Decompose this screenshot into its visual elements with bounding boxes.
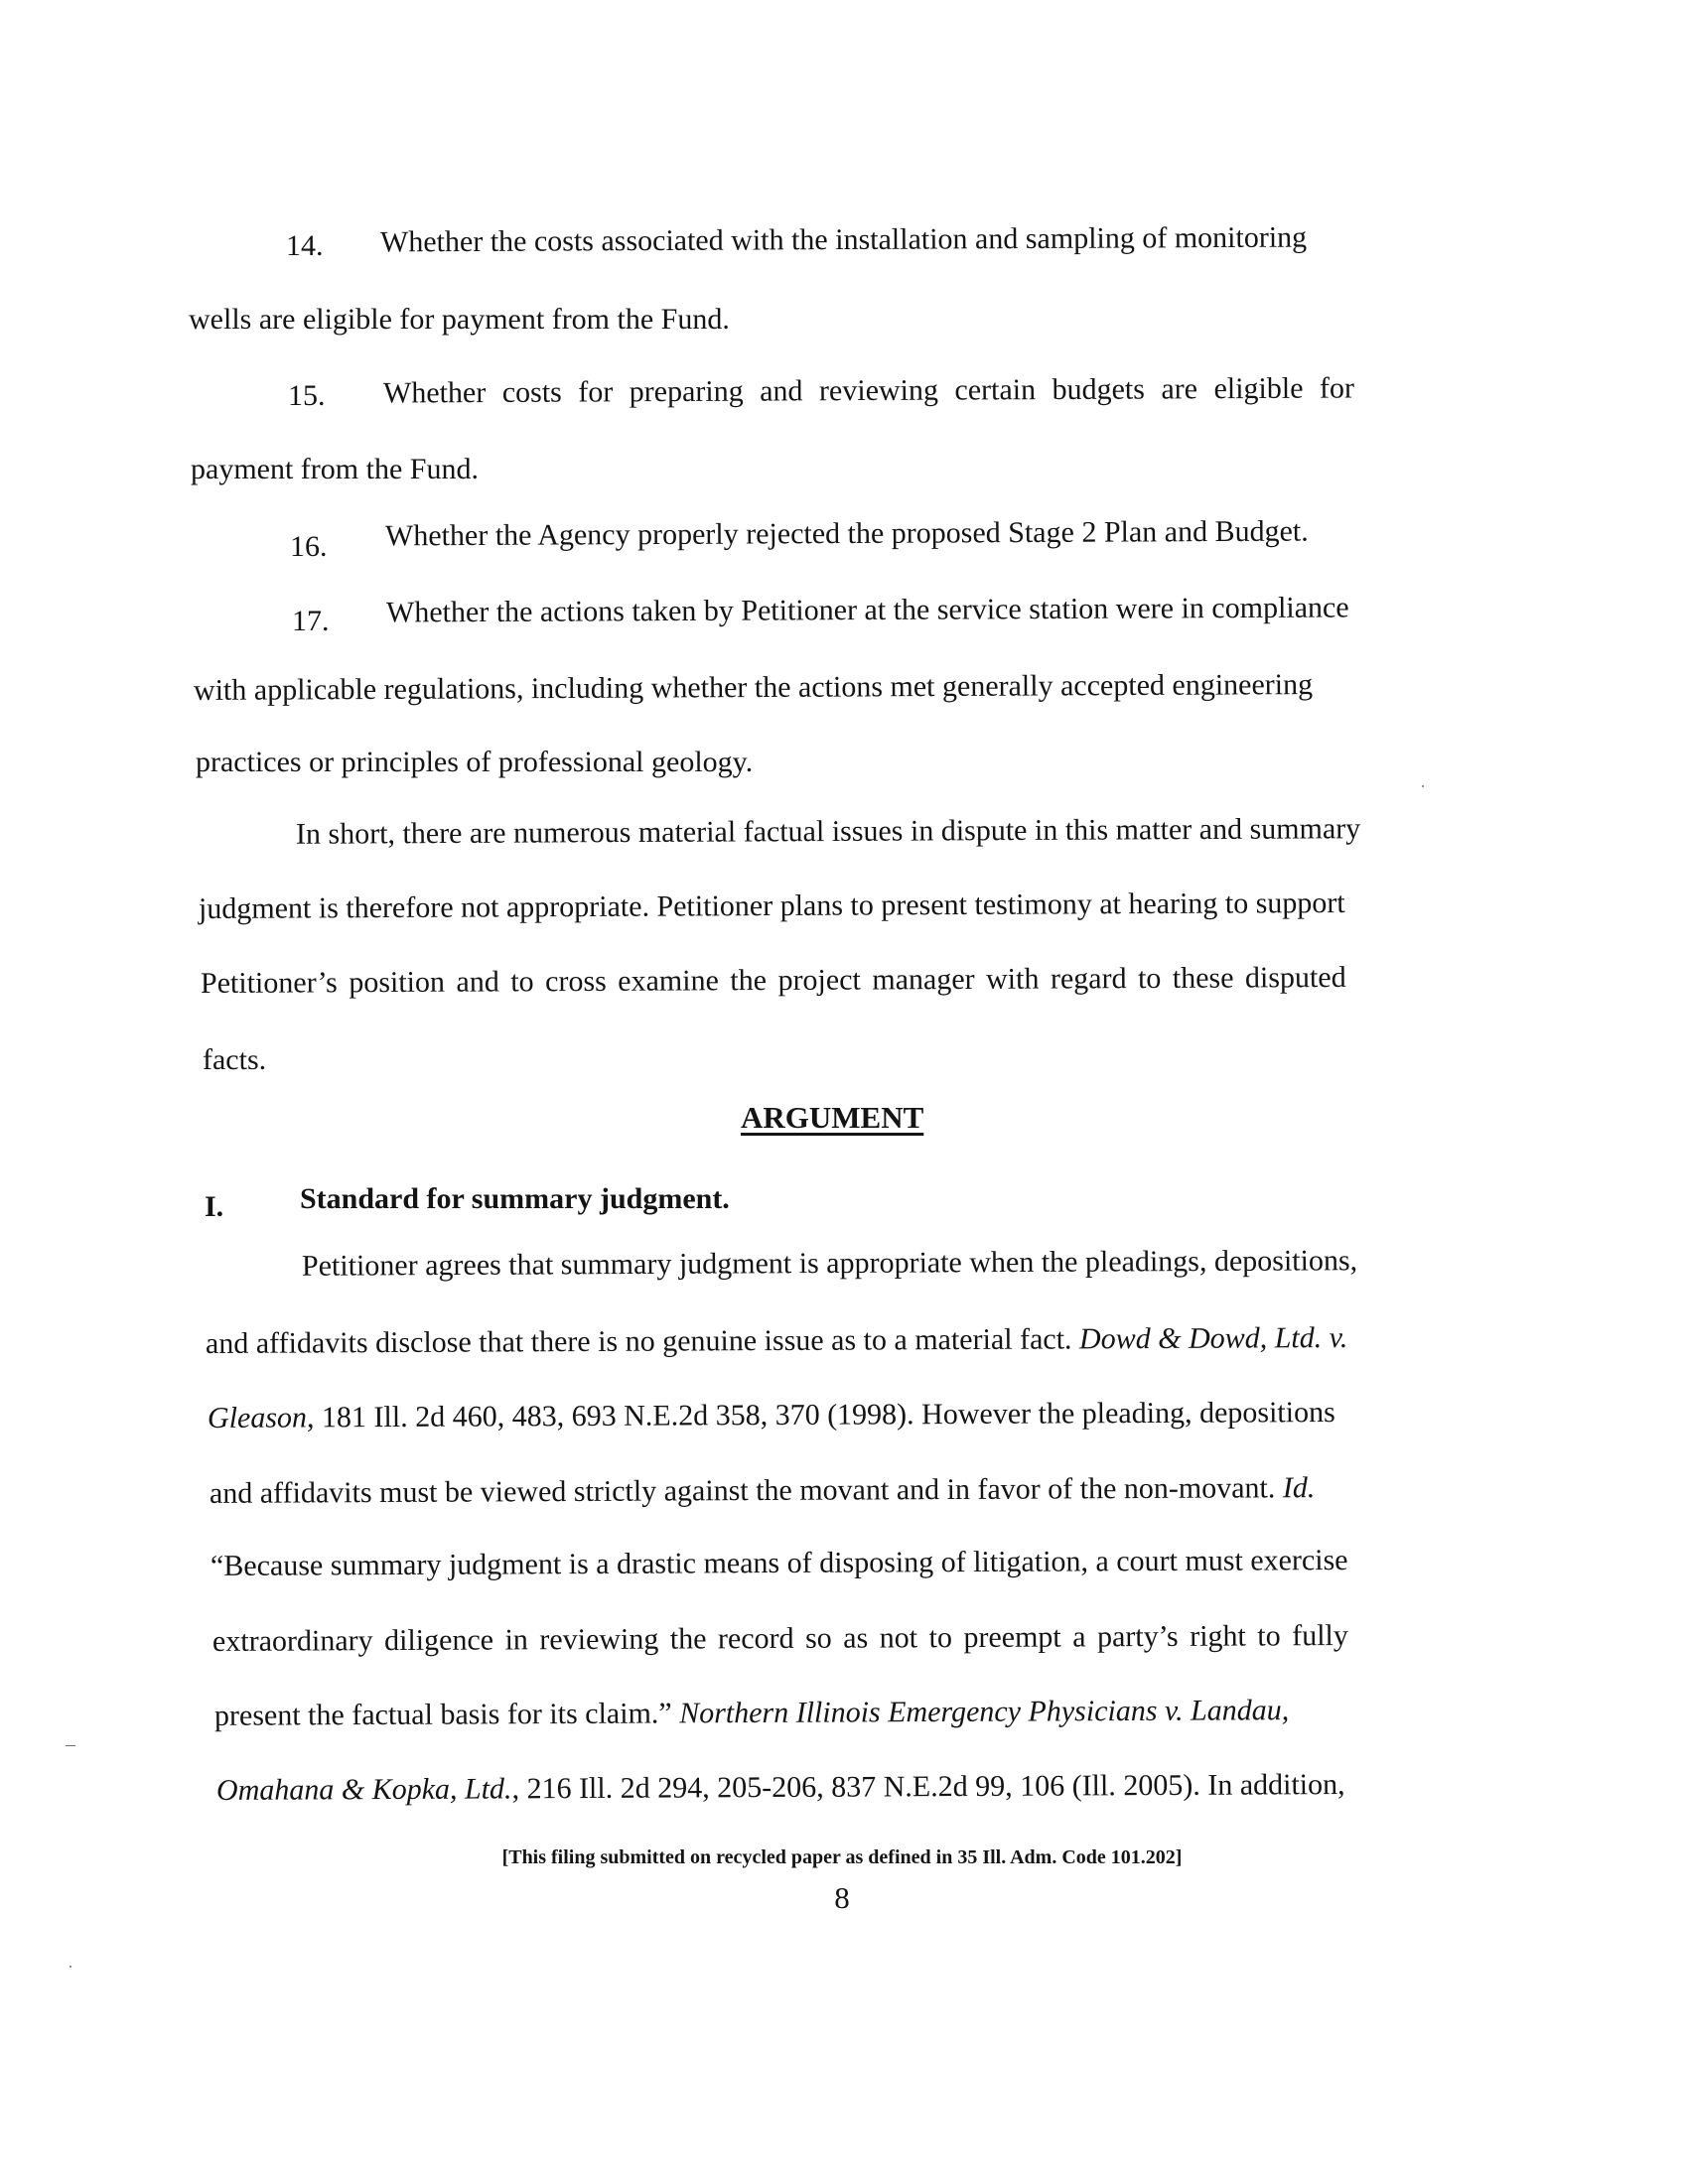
item-text-line: wells are eligible for payment from the Fund.	[189, 303, 730, 336]
item-number: 14.	[286, 229, 324, 262]
summary-line: Petitioner’s position and to cross examine the project manager with regard to these disputed	[200, 960, 1346, 1001]
argument-heading: ARGUMENT	[741, 1100, 924, 1135]
item-text-line: Whether the actions taken by Petitioner at the service station were in compliance	[385, 591, 1349, 629]
argument-line: extraordinary diligence in reviewing the record so as not to preempt a party’s right to fully	[211, 1619, 1348, 1658]
item-text-line: with applicable regulations, including whether the actions met generally accepted engineering	[193, 668, 1314, 707]
item-number: 16.	[290, 530, 328, 563]
case-citation: Northern Illinois Emergency Physicians v. Landau,	[679, 1694, 1290, 1730]
summary-line: In short, there are numerous material factual issues in dispute in this matter and summary	[295, 812, 1361, 851]
argument-line	[216, 1767, 1345, 1809]
case-citation: Dowd & Dowd, Ltd. v.	[1078, 1320, 1348, 1356]
summary-line: judgment is therefore not appropriate. Petitioner plans to present testimony at hearing to support	[198, 886, 1345, 926]
argument-line	[208, 1395, 1335, 1436]
summary-line: facts.	[203, 1043, 267, 1076]
page-number: 8	[834, 1880, 850, 1915]
case-citation: Omahana & Kopka, Ltd.	[215, 1772, 512, 1807]
argument-line: Petitioner agrees that summary judgment is appropriate when the pleadings, depositions,	[301, 1244, 1358, 1283]
argument-text: and affidavits must be viewed strictly against the movant and in favor of the non-movant.	[209, 1471, 1283, 1510]
item-text-line: payment from the Fund.	[191, 453, 479, 485]
item-text-line: Whether the costs associated with the installation and sampling of monitoring	[379, 220, 1308, 259]
item-text-line: Whether costs for preparing and reviewing certain budgets are eligible for	[382, 371, 1355, 410]
item-text-line: practices or principles of professional geology.	[196, 746, 754, 778]
argument-line: “Because summary judgment is a drastic means of disposing of litigation, a court must exercise	[210, 1544, 1348, 1582]
item-number: 17.	[292, 605, 330, 637]
item-number: 15.	[288, 379, 326, 412]
case-citation: Id.	[1282, 1471, 1316, 1505]
recycled-paper-note: [This filing submitted on recycled paper as defined in 35 Ill. Adm. Code 101.202]	[501, 1846, 1183, 1868]
section-title: Standard for summary judgment.	[300, 1182, 730, 1215]
scan-speck	[70, 1966, 71, 1968]
item-text-line: Whether the Agency properly rejected the proposed Stage 2 Plan and Budget.	[384, 514, 1309, 553]
section-number: I.	[205, 1190, 224, 1223]
argument-line	[206, 1320, 1347, 1362]
case-citation: Gleason	[207, 1401, 308, 1434]
argument-text: present the factual basis for its claim.”	[213, 1697, 680, 1732]
scan-speck	[66, 1745, 75, 1746]
argument-text: and affidavits disclose that there is no genuine issue as to a material fact.	[205, 1322, 1080, 1361]
scan-speck	[1422, 785, 1424, 787]
argument-line	[214, 1693, 1289, 1734]
argument-text: , 181 Ill. 2d 460, 483, 693 N.E.2d 358, 370 (1998). However the pleading, depositions	[306, 1396, 1335, 1434]
argument-line	[210, 1470, 1316, 1512]
argument-text: , 216 Ill. 2d 294, 205-206, 837 N.E.2d 99, 106 (Ill. 2005). In addition,	[511, 1768, 1345, 1806]
